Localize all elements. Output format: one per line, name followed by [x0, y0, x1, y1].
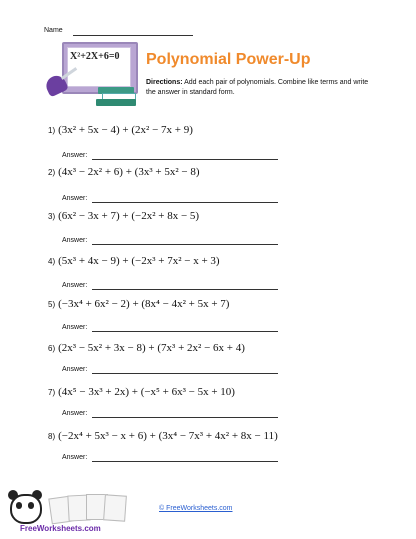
problem-expression: (5x³ + 4x − 9) + (−2x³ + 7x² − x + 3) [58, 255, 220, 267]
answer-label: Answer: [62, 282, 88, 289]
problem-number: 6) [48, 344, 56, 353]
problem-4 [48, 255, 220, 267]
problem-number: 7) [48, 388, 56, 397]
directions [146, 78, 374, 98]
directions-text: Add each pair of polynomials. Combine like terms and write the answer in standard form. [146, 79, 369, 96]
panda-eye-icon [16, 502, 22, 509]
answer-line-3[interactable] [92, 244, 278, 245]
panda-eye-icon [28, 502, 34, 509]
problem-expression: (6x² − 3x + 7) + (−2x² + 8x − 5) [58, 210, 200, 222]
problem-expression: (2x³ − 5x² + 3x − 8) + (7x³ + 2x² − 6x + 4) [58, 342, 245, 354]
answer-label: Answer: [62, 237, 88, 244]
problem-number: 2) [48, 168, 56, 177]
problem-7 [48, 386, 235, 398]
answer-label: Answer: [62, 324, 88, 331]
panda-icon [10, 494, 42, 524]
answer-line-7[interactable] [92, 417, 278, 418]
answer-line-6[interactable] [92, 373, 278, 374]
answer-label: Answer: [62, 410, 88, 417]
problem-expression: (−3x⁴ + 6x² − 2) + (8x⁴ − 4x² + 5x + 7) [58, 298, 230, 310]
worksheet-stack-icon [50, 493, 136, 521]
problem-number: 5) [48, 300, 56, 309]
board-equation: X²+2X+6=0 [70, 51, 120, 62]
problem-6 [48, 342, 245, 354]
answer-label: Answer: [62, 152, 88, 159]
directions-label: Directions: [146, 79, 183, 86]
copyright-link[interactable]: © FreeWorksheets.com [159, 505, 233, 512]
problem-5 [48, 298, 229, 310]
problem-expression: (4x⁵ − 3x³ + 2x) + (−x⁵ + 6x³ − 5x + 10) [58, 386, 235, 398]
problem-expression: (3x² + 5x − 4) + (2x² − 7x + 9) [58, 124, 193, 136]
problem-2 [48, 166, 200, 178]
logo-text: FreeWorksheets.com [20, 524, 101, 533]
answer-label: Answer: [62, 454, 88, 461]
problem-number: 3) [48, 212, 56, 221]
answer-line-5[interactable] [92, 331, 278, 332]
answer-label: Answer: [62, 366, 88, 373]
book-icon [96, 99, 136, 106]
problem-number: 8) [48, 432, 56, 441]
problem-8 [48, 430, 278, 442]
answer-line-2[interactable] [92, 202, 278, 203]
name-label: Name [44, 27, 63, 34]
name-line[interactable] [73, 35, 193, 36]
problem-expression: (−2x⁴ + 5x³ − x + 6) + (3x⁴ − 7x³ + 4x² + 8x − 11) [58, 430, 278, 442]
answer-label: Answer: [62, 195, 88, 202]
worksheet-title: Polynomial Power-Up [146, 51, 311, 68]
answer-line-1[interactable] [92, 159, 278, 160]
answer-line-4[interactable] [92, 289, 278, 290]
problem-1 [48, 124, 193, 136]
problem-3 [48, 210, 199, 222]
problem-number: 1) [48, 126, 56, 135]
problem-expression: (4x³ − 2x² + 6) + (3x³ + 5x² − 8) [58, 166, 200, 178]
answer-line-8[interactable] [92, 461, 278, 462]
problem-number: 4) [48, 257, 56, 266]
